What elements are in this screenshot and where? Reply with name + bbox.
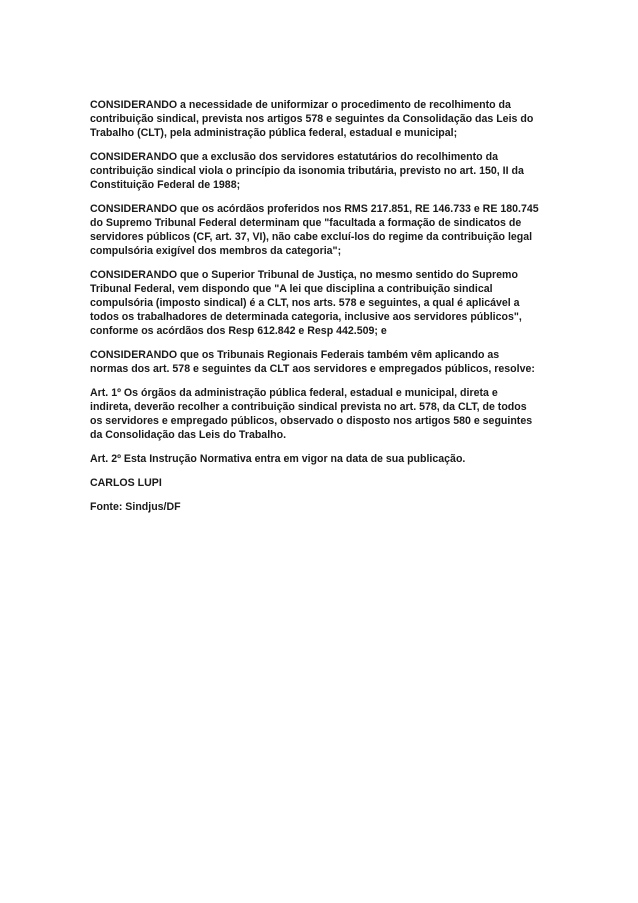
- source-credit: [90, 500, 550, 514]
- paragraph-considerando-uniformizar: [90, 98, 550, 140]
- text-line: os servidores e empregado públicos, observado o disposto nos artigos 580 e seguintes: [90, 415, 533, 427]
- paragraph-considerando-trf: [90, 348, 550, 376]
- text-line: normas dos art. 578 e seguintes da CLT aos servidores e empregados públicos, resolve:: [90, 363, 535, 375]
- text-line: Art. 2º Esta Instrução Normativa entra em vigor na data de sua publicação.: [90, 453, 466, 465]
- text-line: Constituição Federal de 1988;: [90, 179, 241, 191]
- text-line: CARLOS LUPI: [90, 477, 162, 489]
- text-line: CONSIDERANDO que os Tribunais Regionais Federais também vêm aplicando as: [90, 349, 500, 361]
- text-line: compulsória exigível dos membros da categoria";: [90, 245, 342, 257]
- text-line: indireta, deverão recolher a contribuição sindical prevista no art. 578, da CLT, de todos: [90, 401, 527, 413]
- text-line: Trabalho (CLT), pela administração pública federal, estadual e municipal;: [90, 127, 458, 139]
- paragraph-considerando-acordaos-stf: [90, 202, 550, 258]
- text-line: CONSIDERANDO a necessidade de uniformizar o procedimento de recolhimento da: [90, 99, 511, 111]
- paragraph-considerando-isonomia: [90, 150, 550, 192]
- text-line: CONSIDERANDO que os acórdãos proferidos nos RMS 217.851, RE 146.733 e RE 180.745: [90, 203, 539, 215]
- text-line: CONSIDERANDO que a exclusão dos servidores estatutários do recolhimento da: [90, 151, 498, 163]
- text-line: contribuição sindical, prevista nos artigos 578 e seguintes da Consolidação das Leis do: [90, 113, 534, 125]
- text-line: contribuição sindical viola o princípio da isonomia tributária, previsto no art. 150, II da: [90, 165, 524, 177]
- text-line: Art. 1º Os órgãos da administração pública federal, estadual e municipal, direta e: [90, 387, 498, 399]
- text-line: da Consolidação das Leis do Trabalho.: [90, 429, 287, 441]
- document-body: [90, 98, 550, 524]
- text-line: servidores públicos (CF, art. 37, VI), não cabe excluí-los do regime da contribuição legal: [90, 231, 533, 243]
- text-line: do Supremo Tribunal Federal determinam que "facultada a formação de sindicatos de: [90, 217, 522, 229]
- paragraph-art-1: [90, 386, 550, 442]
- paragraph-considerando-stj: [90, 268, 550, 338]
- text-line: conforme os acórdãos dos Resp 612.842 e Resp 442.509; e: [90, 325, 387, 337]
- text-line: todos os trabalhadores de determinada categoria, inclusive aos servidores públicos",: [90, 311, 522, 323]
- text-line: CONSIDERANDO que o Superior Tribunal de Justiça, no mesmo sentido do Supremo: [90, 269, 518, 281]
- text-line: Fonte: Sindjus/DF: [90, 501, 181, 513]
- paragraph-art-2: [90, 452, 550, 466]
- signature-name: [90, 476, 550, 490]
- text-line: Tribunal Federal, vem dispondo que "A lei que disciplina a contribuição sindical: [90, 283, 493, 295]
- text-line: compulsória (imposto sindical) é a CLT, nos arts. 578 e seguintes, a qual é aplicável a: [90, 297, 520, 309]
